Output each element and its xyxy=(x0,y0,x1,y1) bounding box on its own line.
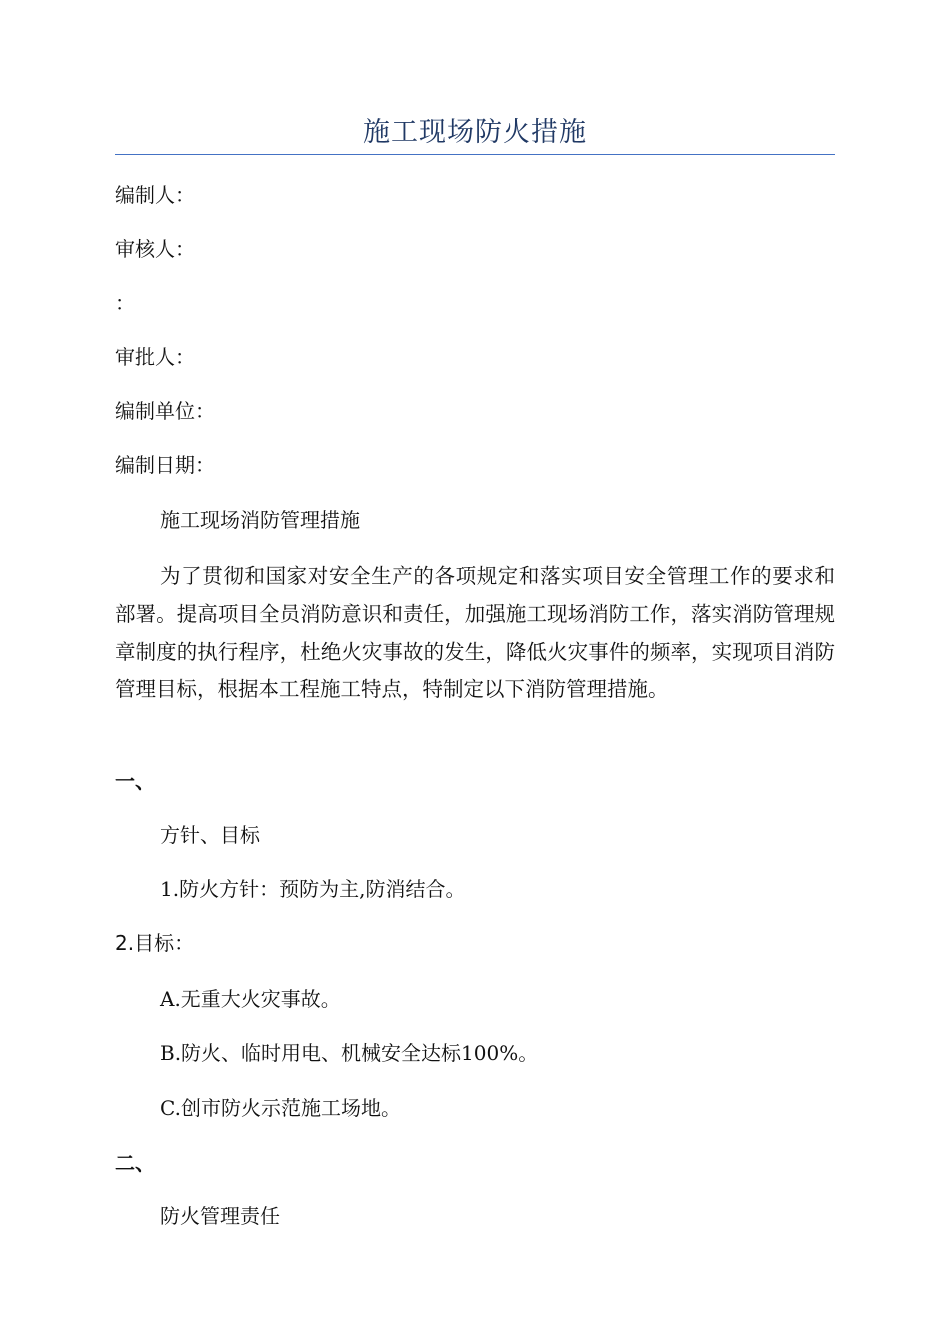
section-1-number: 一、 xyxy=(115,769,155,793)
title-underline xyxy=(115,154,835,155)
fire-policy: 1.防火方针：预防为主,防消结合。 xyxy=(160,877,466,901)
goal-label: 2.目标： xyxy=(115,931,195,955)
date-field: 编制日期： xyxy=(115,453,215,477)
goal-item: B.防火、临时用电、机械安全达标100%。 xyxy=(160,1041,539,1065)
section-2-heading: 防火管理责任 xyxy=(160,1204,280,1228)
section-1-heading: 方针、目标 xyxy=(160,823,260,847)
goal-item: A.无重大火灾事故。 xyxy=(160,987,341,1011)
section-2-number: 二、 xyxy=(115,1151,155,1175)
reviewer-field: 审核人： xyxy=(115,237,195,261)
intro-paragraph: 为了贯彻和国家对安全生产的各项规定和落实项目安全管理工作的要求和部署。提高项目全员消防意识和责任，加强施工现场消防工作，落实消防管理规章制度的执行程序，杜绝火灾事故的发生，降低火灾事件的频率，实现项目消防管理目标，根据本工程施工特点，特制定以下消防管理措施。 xyxy=(115,564,835,702)
goal-item: C.创市防火示范施工场地。 xyxy=(160,1096,401,1120)
document-subtitle: 施工现场消防管理措施 xyxy=(160,508,360,532)
document-title: 施工现场防火措施 xyxy=(363,117,587,148)
approver-field: 审批人： xyxy=(115,345,195,369)
compiler-field: 编制人： xyxy=(115,183,195,207)
unit-field: 编制单位： xyxy=(115,399,215,423)
colon-line: ： xyxy=(115,291,135,315)
